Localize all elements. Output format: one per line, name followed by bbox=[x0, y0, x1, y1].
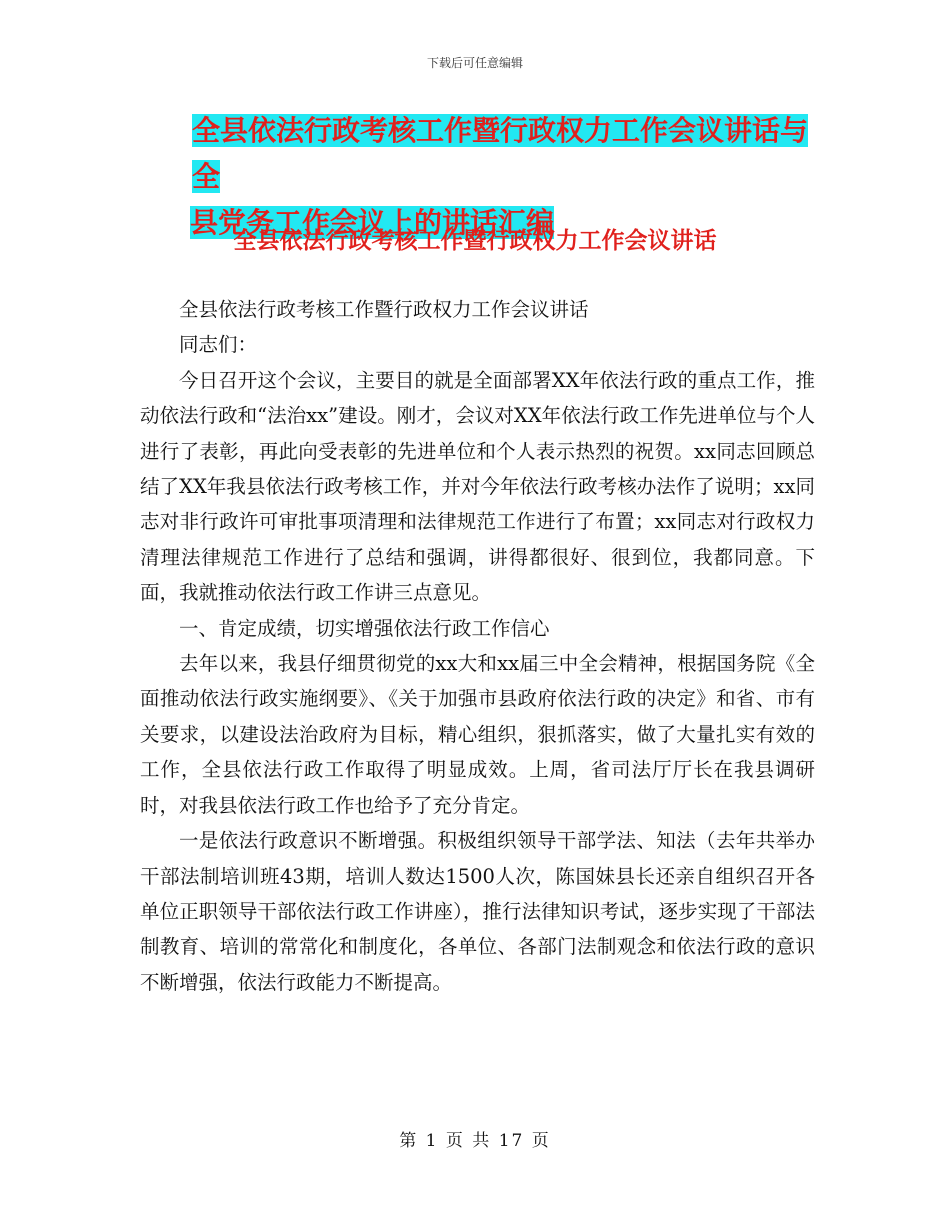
main-title-line2: 县党务工作会议上的讲话汇编 bbox=[190, 206, 555, 239]
main-title-line1: 全县依法行政考核工作暨行政权力工作会议讲话与全 bbox=[192, 114, 809, 193]
paragraph: 同志们： bbox=[179, 333, 258, 357]
section-title: 全县依法行政考核工作暨行政权力工作会议讲话 bbox=[233, 228, 717, 254]
paragraph: 今日召开这个会议，主要目的就是全面部署XX年依法行政的重点工作，推动依法行政和“法治xx”建设。刚才，会议对XX年依法行政工作先进单位与个人进行了表彰，再此向受表彰的先进单位和个人表示热烈的祝贺。xx同志回顾总结了XX年我县依法行政考核工作，并对今年依法行政考核办法作了说明；xx同志对非行政许可审批事项清理和法律规范工作进行了布置；xx同志对行政权力清理法律规范工作进行了总结和强调，讲得都很好、很到位，我都同意。下面，我就推动依法行政工作讲三点意见。 bbox=[140, 368, 815, 605]
paragraph: 一、肯定成绩，切实增强依法行政工作信心 bbox=[179, 616, 550, 640]
paragraph: 去年以来，我县仔细贯彻党的xx大和xx届三中全会精神，根据国务院《全面推动依法行政实施纲要》、《关于加强市县政府依法行政的决定》和省、市有关要求，以建设法治政府为目标，精心组织，狠抓落实，做了大量扎实有效的工作，全县依法行政工作取得了明显成效。上周，省司法厅厅长在我县调研时，对我县依法行政工作也给予了充分肯定。 bbox=[140, 652, 815, 817]
paragraph: 全县依法行政考核工作暨行政权力工作会议讲话 bbox=[179, 298, 589, 321]
header-note: 下载后可任意编辑 bbox=[426, 56, 523, 70]
page-footer: 第 1 页 共 17 页 bbox=[399, 1131, 551, 1151]
body-text bbox=[140, 292, 815, 1000]
paragraph: 一是依法行政意识不断增强。积极组织领导干部学法、知法（去年共举办干部法制培训班43期，培训人数达1500人次，陈国妹县长还亲自组织召开各单位正职领导干部依法行政工作讲座），推行法律知识考试，逐步实现了干部法制教育、培训的常常化和制度化，各单位、各部门法制观念和依法行政的意识不断增强，依法行政能力不断提高。 bbox=[140, 829, 815, 994]
